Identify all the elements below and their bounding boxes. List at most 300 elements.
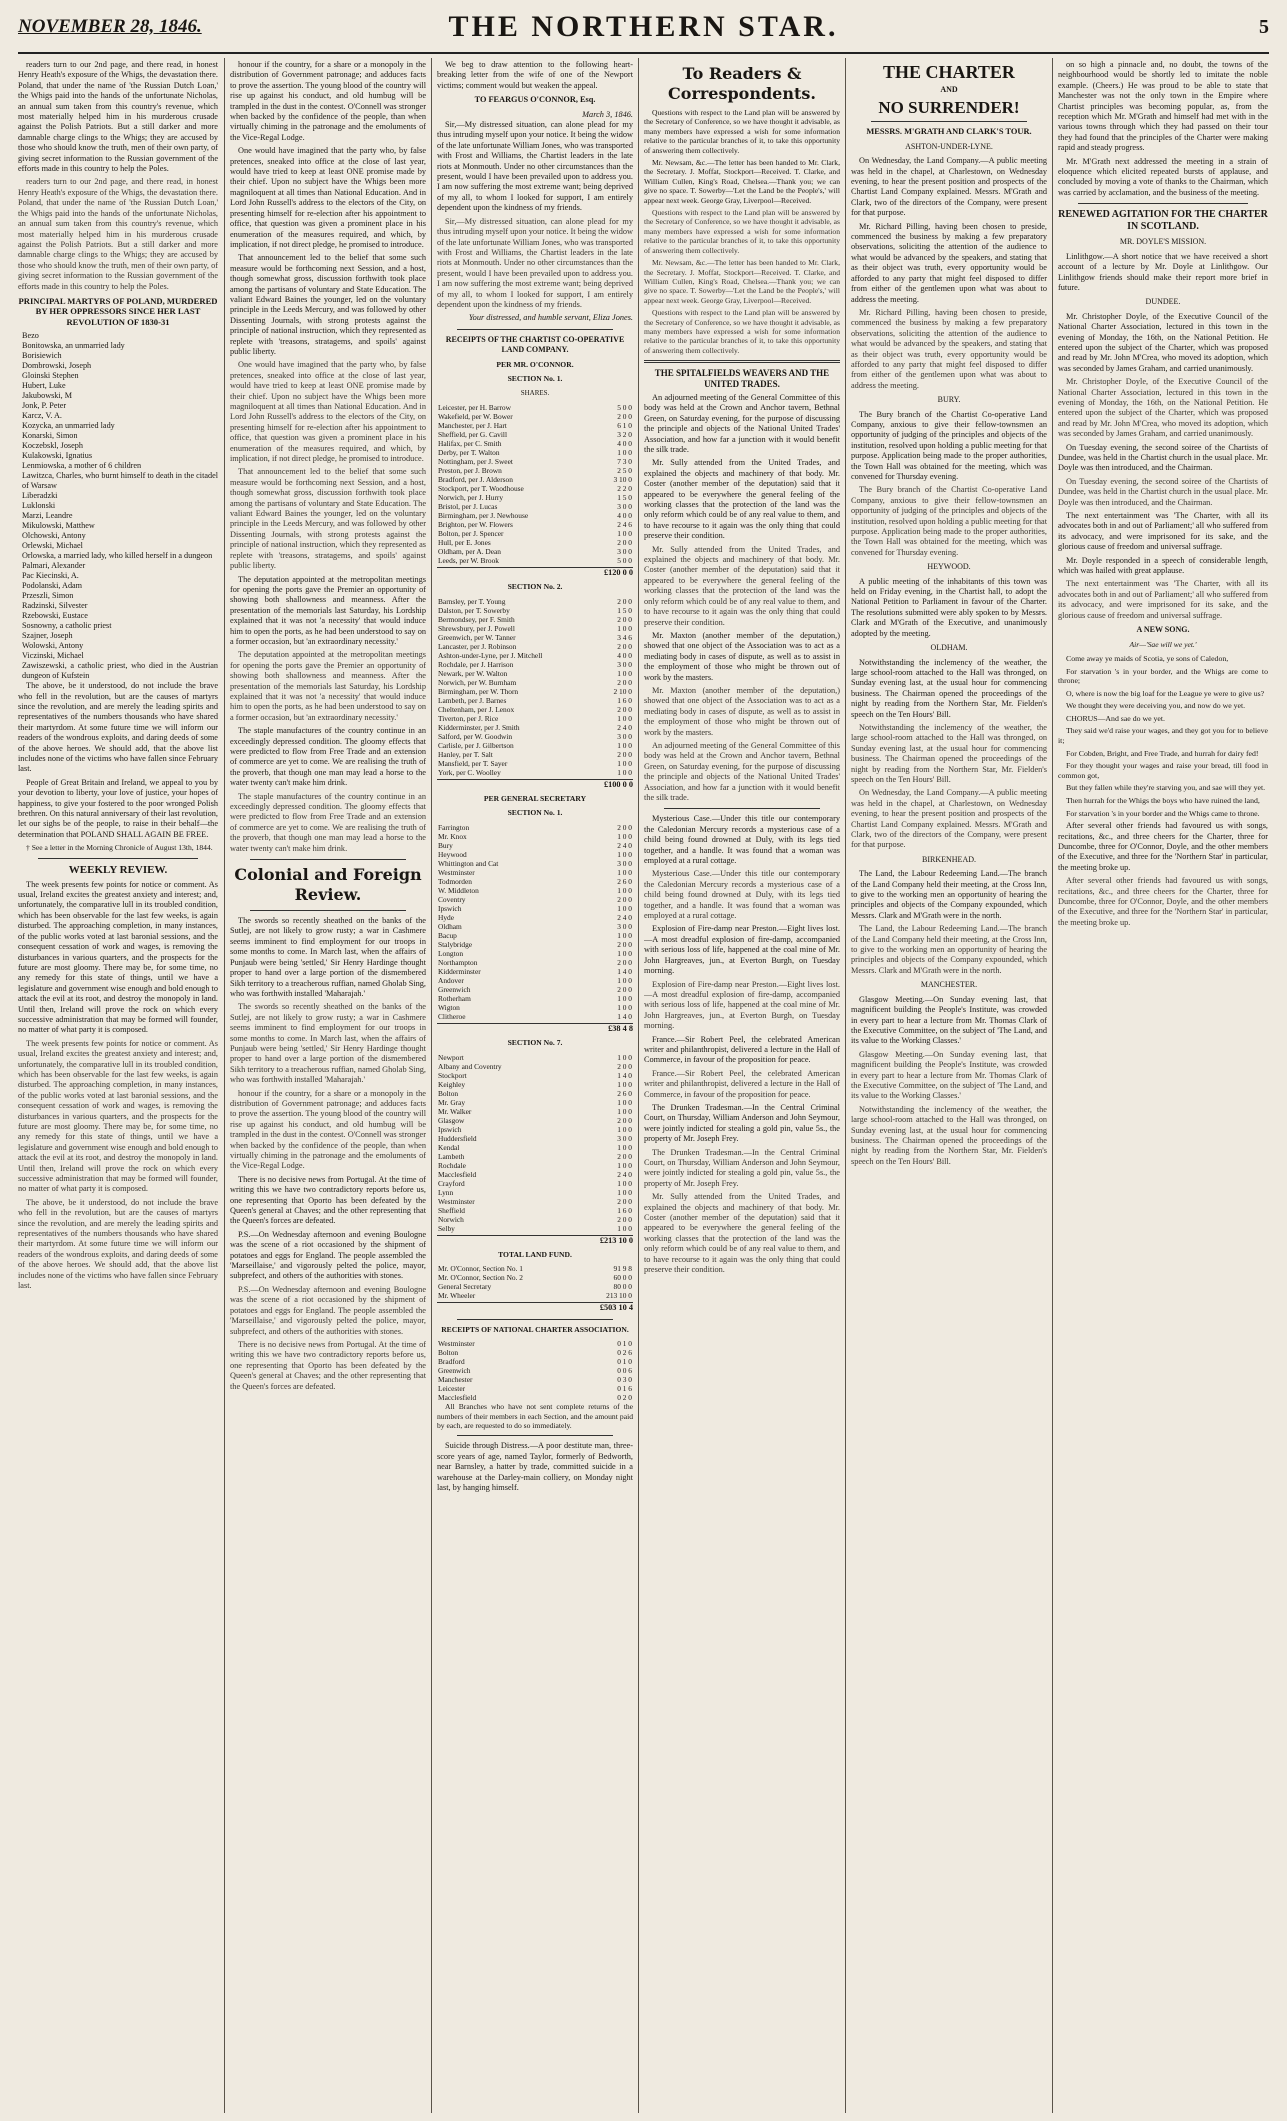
martyr-name: Liberadzki	[22, 491, 58, 501]
article-paragraph: Mr. Maxton (another member of the deputation,) showed that one object of the Association was to act as a mediating body in cases of dispute, as well as to assist in the employment of those who might be thrown out of work by the masters.	[644, 685, 840, 737]
section-heading: RECEIPTS OF NATIONAL CHARTER ASSOCIATION.	[441, 1324, 629, 1334]
song-line: O, where is now the big loaf for the League ye were to give us?	[1066, 688, 1265, 698]
article-paragraph: Mr. Richard Pilling, having been chosen to preside, commenced the business by making a few preparatory observations, soliciting the attention of the audience to what would be advanced by the speakers, and stating that as their object was truth, every opportunity would be afforded to any party that might feel disposed to differ from either of the gentlemen upon what was about to address the meeting.	[851, 221, 1047, 304]
article-paragraph: Mr. M'Grath next addressed the meeting in a strain of eloquence which elicited repeated bursts of applause, and concluded by moving a vote of thanks to the Chairman, which was carried by acclamation, and the business of the meeting.	[1058, 156, 1268, 197]
article-paragraph: The next entertainment was 'The Charter, with all its advocates both in and out of Parliament;' all who suffered from its advocacy, and were imprisoned for its sake, and the glorious cause of freedom and universal suffrage.	[1058, 511, 1268, 552]
row-amount: 1 5 0	[617, 492, 632, 502]
row-amount: 2 6 0	[617, 1088, 632, 1098]
receipt-row	[437, 1062, 633, 1071]
row-amount: 2 0 0	[617, 596, 632, 606]
article-paragraph: The week presents few points for notice or comment. As usual, Ireland excites the greatest anxiety and interest; and, unfortunately, the comparative lull in its troubled condition, which has been observable for the last few weeks, is again disturbed. The approaching completion, in many instances, of the public works voted at last baronial sessions, and the consequent cessation of work and wages, is removing the disturbances in various quarters, and the prospects for the future are most gloomy. There may be, for some time, no any remedy for this state of things, until we have a legislature and government wise enough and bold enough to attack the evil at its root, and destroy the monopoly in land. Until then, Ireland will prove the rock on which every successive administration that may be formed will founder, no matter of what party it is composed.	[18, 1038, 218, 1194]
receipt-row	[437, 922, 633, 931]
receipt-row	[437, 669, 633, 678]
martyr-name: Radzinski, Silvester	[22, 601, 88, 611]
row-label: Rochdale, per J. Harrison	[438, 659, 514, 669]
receipt-row	[437, 421, 633, 430]
martyr-name: Bezo	[22, 331, 39, 341]
row-label: Lambeth	[438, 1151, 465, 1161]
receipts-total: £100 0 0	[437, 779, 633, 790]
article-paragraph: Linlithgow.—A short notice that we have received a short account of a lecture by Mr. Doyle at Linlithgow. Our Linlithgow friends should make their report more brief in future.	[1058, 251, 1268, 292]
column-5	[851, 60, 1047, 2110]
row-label: Rotherham	[438, 993, 471, 1003]
row-label: Whittington and Cat	[438, 858, 499, 868]
section-heading: PER GENERAL SECRETARY	[483, 794, 587, 803]
row-label: Bolton	[438, 1348, 459, 1358]
row-label: Albany and Coventry	[438, 1061, 502, 1071]
row-label: Westminster	[438, 1339, 475, 1349]
row-label: Todmorden	[438, 876, 472, 886]
letter-heading: TO FEARGUS O'CONNOR, Esq.	[474, 95, 596, 105]
martyrs-list	[18, 331, 218, 681]
article-paragraph: The deputation appointed at the metropolitan meetings for opening the ports gave the Premier an opportunity of showing both shallowness and meanness. After the presentation of the memorials last Saturday, his Lordship explained that it was not 'a necessity' that would induce him to open the ports, as he had been understood to say on a former occasion, but 'an extraordinary necessity.'	[230, 650, 426, 722]
article-paragraph: Notwithstanding the inclemency of the weather, the large school-room attached to the Hall was thronged, on Sunday evening last, at the usual hour for commencing business. The Chairman opened the proceedings of the night by reading from the Northern Star, Mr. Fielden's speech on the Ten Hours' Bill.	[851, 657, 1047, 719]
article-paragraph: The Drunken Tradesman.—In the Central Criminal Court, on Thursday, William Anderson and John Seymour, were jointly indicted for stealing a gold pin, value 5s., the property of Mr. Joseph Frey.	[644, 1147, 840, 1188]
martyr-name: Szajner, Joseph	[22, 631, 73, 641]
receipt-row	[437, 714, 633, 723]
article-paragraph: honour if the country, for a share or a monopoly in the distribution of Government patronage; and adduces facts to prove the assertion. The young blood of the country will rise up against his conduct, and old humbug will be trampled in the dust in the contest. O'Connell was stronger when backed by the confidence of the people, than when virtually chiming in the patronage and the emoluments of the Vice-Regal Lodge.	[230, 1088, 426, 1171]
article-paragraph: That announcement led to the belief that some such measure would be forthcoming next Session, and a host, though somewhat gross, discussion forthwith took place among the partisans of voluntary and State Education. The valiant Edward Baines the younger, led on the voluntary principle in the Leeds Mercury, and was followed by other Dissenting Journals, with strong protests against the principle of national instruction, which they represented as replete with 'treasons, stratagems, and spoils' against public liberty.	[230, 467, 426, 571]
article-paragraph: After several other friends had favoured us with songs, recitations, &c., and three cheers for the Charter, three for Duncombe, three for O'Connor, Doyle, and the other members of the Executive, and three for the 'Northern Star' in particular, the meeting broke up.	[1058, 821, 1268, 872]
song-line: We thought they were deceiving you, and now do we yet.	[1066, 701, 1246, 711]
article-paragraph: France.—Sir Robert Peel, the celebrated American writer and philanthropist, delivered a lecture in the Hall of Commerce, in favour of the proposition for peace.	[644, 1068, 840, 1099]
row-amount: 2 4 0	[617, 912, 632, 922]
row-amount: 0 1 0	[617, 1339, 632, 1349]
article-paragraph: An adjourned meeting of the General Committee of this body was held at the Crown and Anchor tavern, Bethnal Green, on Saturday evening, for the purpose of discussing the principle and objects of the National United Trades' Association, and how far a junction with it would benefit the silk trade.	[644, 392, 840, 454]
row-amount: 2 0 0	[617, 984, 632, 994]
row-amount: 2 0 0	[617, 641, 632, 651]
row-label: Hanley, per T. Salt	[438, 749, 493, 759]
article-paragraph: Notwithstanding the inclemency of the weather, the large school-room attached to the Hall was thronged, on Sunday evening last, at the usual hour for commencing business. The Chairman opened the proceedings of the night by reading from the Northern Star, Mr. Fielden's speech on the Ten Hours' Bill.	[851, 1104, 1047, 1166]
martyr-name: Olchowski, Antony	[22, 531, 86, 541]
association-row	[437, 1393, 633, 1402]
row-amount: 6 1 0	[617, 420, 632, 430]
article-paragraph: On Wednesday, the Land Company.—A public meeting was held in the chapel, at Charlestown, on Wednesday evening, to hear the present position and prospects of the Chartist Land Company explained. Messrs. M'Grath and Clark, two of the directors of the Company, were present for that purpose.	[851, 156, 1047, 218]
article-paragraph: Questions with respect to the Land plan will be answered by the Secretary of Conference, so we have thought it advisable, as many members have expressed a wish for some information relative to the particular branches of it, to take this opportunity of answering them collectively.	[644, 108, 840, 155]
correspondents-heading: To Readers & Correspondents.	[668, 64, 816, 103]
article-paragraph: Mr. Sully attended from the United Trades, and explained the objects and machinery of that body. Mr. Coster (another member of the deputation) said that it appeared to be everywhere the general feeling of the working classes that the protection of the land was the only reform which could be of any real value to them, and to have recourse to it again was the only thing that could preserve their condition.	[644, 544, 840, 627]
row-label: General Secretary	[438, 1282, 492, 1292]
row-amount: 91 9 8	[613, 1264, 632, 1274]
land-fund-row	[437, 1264, 633, 1273]
receipt-row	[437, 859, 633, 868]
martyr-name: Gloinski Stephen	[22, 371, 79, 381]
header-rule	[18, 52, 1269, 54]
association-row	[437, 1348, 633, 1357]
row-label: Stalybridge	[438, 939, 473, 949]
row-amount: 3 2 0	[617, 429, 632, 439]
row-label: Shrewsbury, per J. Powell	[438, 623, 515, 633]
row-label: Dalston, per T. Sowerby	[438, 605, 510, 615]
receipt-row	[437, 1089, 633, 1098]
row-label: Bristol, per J. Lucas	[438, 501, 498, 511]
row-label: Greenwich, per W. Tanner	[438, 632, 516, 642]
article-paragraph: Mr. Sully attended from the United Trades, and explained the objects and machinery of that body. Mr. Coster (another member of the deputation) said that it appeared to be everywhere the general feeling of the working classes that the protection of the land was the only reform which could be of any real value to them, and to have recourse to it again was the only thing that could preserve their condition.	[644, 1192, 840, 1275]
row-amount: 2 10 0	[613, 686, 632, 696]
row-label: Stockport	[438, 1070, 467, 1080]
article-paragraph: The deputation appointed at the metropolitan meetings for opening the ports gave the Premier an opportunity of showing both shallowness and meanness. After the presentation of the memorials last Saturday, his Lordship explained that it was not 'a necessity' that would induce him to open the ports, as he had been understood to say on a former occasion, but 'an extraordinary necessity.'	[230, 574, 426, 646]
land-fund-total: £503 10 4	[437, 1302, 633, 1313]
row-amount: 1 0 0	[617, 1223, 632, 1233]
row-amount: 1 0 0	[617, 1079, 632, 1089]
row-label: Northampton	[438, 957, 478, 967]
row-label: Oldham, per A. Dean	[438, 546, 502, 556]
receipt-row	[437, 949, 633, 958]
receipt-row	[437, 430, 633, 439]
row-amount: 2 0 0	[617, 411, 632, 421]
no-surrender-heading: NO SURRENDER!	[878, 98, 1020, 118]
receipt-row	[437, 1170, 633, 1179]
letter-body: Sir,—My distressed situation, can alone plead for my thus intruding myself upon your notice. It being the widow of the late unfortunate William Jones, who was transported with Frost and Williams, the Chartist leaders in the late riots at Monmouth. Under no other circumstances than the present, would I have been prevailed upon to address you. I am now suffering the most extreme want; being deprived of my all, to whom I looked for support, I am entirely dependent upon the kindness of my friends.	[437, 216, 633, 309]
article-paragraph: The week presents few points for notice or comment. As usual, Ireland excites the greatest anxiety and interest; and, unfortunately, the comparative lull in its troubled condition, which has been observable for the last few weeks, is again disturbed. The approaching completion, in many instances, of the public works voted at last baronial sessions, and the consequent cessation of work and wages, is removing the disturbances in various quarters, and the prospects for the future are most gloomy. There may be, for some time, no any remedy for this state of things, until we have a legislature and government wise enough and bold enough to attack the evil at its root, and destroy the monopoly in land. Until then, Ireland will prove the rock on which every successive administration that may be formed will founder, no matter of what party it is composed.	[18, 879, 218, 1035]
row-label: Norwich, per J. Hurry	[438, 492, 504, 502]
article-paragraph: Glasgow Meeting.—On Sunday evening last, that magnificent building the People's Institute, was crowded in every part to hear a lecture from Mr. Thomas Clark of the Executive Committee, on the subject of 'The Land, and its value to the Working Classes.'	[851, 994, 1047, 1046]
row-amount: 3 0 0	[617, 921, 632, 931]
song-title: A NEW SONG.	[1136, 625, 1190, 635]
receipt-row	[437, 1188, 633, 1197]
receipt-row	[437, 1215, 633, 1224]
row-amount: 1 0 0	[617, 975, 632, 985]
receipt-row	[437, 1179, 633, 1188]
martyr-name: Pac Kiecinski, A.	[22, 571, 79, 581]
song-line: Come away ye maids of Scotia, ye sons of Caledon,	[1066, 653, 1229, 663]
row-label: Mr. Gray	[438, 1097, 466, 1107]
scotland-heading: RENEWED AGITATION FOR THE CHARTER IN SCOTLAND.	[1058, 209, 1268, 233]
row-amount: 1 0 0	[617, 1124, 632, 1134]
section-rule	[250, 910, 406, 911]
row-amount: 2 2 0	[617, 483, 632, 493]
row-amount: 1 0 0	[617, 740, 632, 750]
row-label: Kidderminster, per J. Smith	[438, 722, 520, 732]
receipt-row	[437, 967, 633, 976]
article-paragraph: An adjourned meeting of the General Committee of this body was held at the Crown and Anchor tavern, Bethnal Green, on Saturday evening, for the purpose of discussing the principle and objects of the National United Trades' Association, and how far a junction with it would benefit the silk trade.	[644, 740, 840, 802]
article-paragraph: Explosion of Fire-damp near Preston.—Eight lives lost.—A most dreadful explosion of fire-damp, accompanied with serious loss of life, happened at the coal mine of Mr. John Hargreaves, jun., at Everton Burgh, on Tuesday morning.	[644, 924, 840, 976]
receipt-row	[437, 687, 633, 696]
martyr-name: Przeszli, Simon	[22, 591, 74, 601]
row-amount: 1 0 0	[617, 528, 632, 538]
row-label: Hull, per E. Jones	[438, 537, 491, 547]
row-label: Mr. Walker	[438, 1106, 472, 1116]
receipt-row	[437, 750, 633, 759]
row-amount: 2 5 0	[617, 465, 632, 475]
association-table	[437, 1339, 633, 1402]
article-paragraph: One would have imagined that the party who, by false pretences, sneaked into office at the close of last year, would have tried to keep at least ONE promise made by their chief. Upon no subject have the Whigs been more magniloquent at all times than National Education. And in Lord John Russell's address to the electors of the City, on presenting himself for re-election after his appointment to office, that question was given a prominent place in his enumeration of the measures required, and which, by implication, if not direct pledge, he promised to introduce.	[230, 146, 426, 249]
issue-date: NOVEMBER 28, 1846.	[18, 16, 202, 37]
row-amount: 1 0 0	[617, 668, 632, 678]
row-label: Huddersfield	[438, 1133, 477, 1143]
song-line: They said we'd raise your wages, and they got you for to believe it;	[1058, 726, 1268, 746]
song-air: Air—'Sae will we yet.'	[1129, 639, 1197, 649]
association-row	[437, 1357, 633, 1366]
section-rule	[457, 1435, 613, 1436]
row-label: Westminster	[438, 1196, 475, 1206]
place-heading: BURY.	[937, 395, 961, 405]
row-amount: 1 6 0	[617, 1205, 632, 1215]
row-amount: 0 2 6	[617, 1348, 632, 1358]
charter-heading: THE CHARTER	[883, 62, 1015, 82]
receipt-row	[437, 642, 633, 651]
column-divider	[1052, 58, 1053, 2113]
row-label: Greenwich	[438, 984, 471, 994]
row-amount: 2 0 0	[617, 749, 632, 759]
article-paragraph: On Tuesday evening, the second soiree of the Chartists of Dundee, was held in the Chartist church in the usual place. Mr. Doyle was then introduced, and the Chairman.	[1058, 442, 1268, 473]
article-paragraph: P.S.—On Wednesday afternoon and evening Boulogne was the scene of a riot occasioned by the shipment of potatoes and eggs for England. The people assembled the 'Marseillaise,' and vigorously pelted the police, mayor, subprefect, and others of the authorities with stones.	[230, 1229, 426, 1281]
column-2	[230, 60, 426, 2110]
row-amount: 1 6 0	[617, 695, 632, 705]
receipts-total: £38 4 8	[437, 1023, 633, 1034]
receipt-row	[437, 403, 633, 412]
row-label: Selby	[438, 1223, 455, 1233]
article-paragraph: One would have imagined that the party who, by false pretences, sneaked into office at the close of last year, would have tried to keep at least ONE promise made by their chief. Upon no subject have the Whigs been more magniloquent at all times than National Education. And in Lord John Russell's address to the electors of the City, on presenting himself for re-election after his appointment to office, that question was given a prominent place in his enumeration of the measures required, and which, by implication, if not direct pledge, he promised to introduce.	[230, 360, 426, 464]
article-paragraph: The swords so recently sheathed on the banks of the Sutlej, are not likely to grow rusty; a war in Cashmere seems imminent to find employment for our troops in some months to come. In March last, when the affairs of Punjaub were being 'settled,' Sir Henry Hardinge thought proper to hand over a large portion of the dismembered Sikh territory to a treacherous ruffian, named Gholab Sing, who was forthwith installed 'Maharajah.'	[230, 916, 426, 998]
row-label: Norwich	[438, 1214, 464, 1224]
row-label: Kendal	[438, 1142, 460, 1152]
song-line: CHORUS—And sae do we yet.	[1066, 713, 1165, 723]
receipt-row	[437, 759, 633, 768]
receipt-row	[437, 850, 633, 859]
row-label: Salford, per W. Goodwin	[438, 731, 513, 741]
place-heading: BIRKENHEAD.	[922, 854, 976, 864]
article-paragraph: honour if the country, for a share or a monopoly in the distribution of Government patronage; and adduces facts to prove the assertion. The young blood of the country will rise up against his conduct, and old humbug will be trampled in the dust in the contest. O'Connell was stronger when backed by the confidence of the people, than when virtually chiming in the patronage and the emoluments of the Vice-Regal Lodge.	[230, 60, 426, 142]
row-amount: 0 1 0	[617, 1357, 632, 1367]
martyrs-heading: PRINCIPAL MARTYRS OF POLAND, MURDERED BY HER OPPRESSORS SINCE HER LAST REVOLUTION OF 1830-31	[18, 295, 218, 327]
section-rule	[457, 329, 613, 330]
row-label: Nottingham, per J. Sweet	[438, 456, 513, 466]
row-label: Bradford	[438, 1357, 465, 1367]
receipt-row	[437, 868, 633, 877]
article-paragraph: Mysterious Case.—Under this title our contemporary the Caledonian Mercury records a mysterious case of a child being found drowned at Duly, with its legs tied together, and a handle. It was found that a woman was employed at a rural cottage.	[644, 869, 840, 921]
receipt-row	[437, 768, 633, 777]
article-paragraph: Mr. Doyle responded in a speech of considerable length, which was hailed with great applause.	[1058, 555, 1268, 576]
martyr-name: Zawiszewski, a catholic priest, who died in the Austrian dungeon of Kufstein	[22, 661, 218, 681]
row-label: Sheffield	[438, 1205, 465, 1215]
column-4	[644, 60, 840, 2110]
martyr-name: Dombrowski, Joseph	[22, 361, 92, 371]
association-row	[437, 1384, 633, 1393]
song-line: For starvation 's in your border and the Whigs came to throne.	[1066, 808, 1260, 818]
receipt-row	[437, 940, 633, 949]
row-label: Glasgow	[438, 1115, 465, 1125]
receipts-table	[437, 597, 633, 777]
row-label: Leicester, per H. Barrow	[438, 402, 511, 412]
martyr-name: Hubert, Luke	[22, 381, 66, 391]
receipt-row	[437, 466, 633, 475]
receipt-row	[437, 502, 633, 511]
association-row	[437, 1375, 633, 1384]
row-label: Bradford, per J. Alderson	[438, 474, 513, 484]
letter-body: Sir,—My distressed situation, can alone plead for my thus intruding myself upon your notice. It being the widow of the late unfortunate William Jones, who was transported with Frost and Williams, the Chartist leaders in the late riots at Monmouth. Under no other circumstances than the present, would I have been prevailed upon to address you. I am now suffering the most extreme want; being deprived of my all, to whom I looked for support, I am entirely dependent upon the kindness of my friends.	[437, 120, 633, 213]
letter-signature: Your distressed, and humble servant, Eliza Jones.	[468, 313, 633, 323]
row-label: Bolton	[438, 1088, 459, 1098]
song-line: But they fallen while they're starving you, and sae will they yet.	[1066, 783, 1266, 793]
row-amount: 3 0 0	[617, 501, 632, 511]
row-amount: 5 0 0	[617, 402, 632, 412]
charter-and: AND	[940, 85, 958, 94]
land-fund-row	[437, 1273, 633, 1282]
receipt-row	[437, 841, 633, 850]
article-paragraph: The swords so recently sheathed on the banks of the Sutlej, are not likely to grow rusty; a war in Cashmere seems imminent to find employment for our troops in some months to come. In March last, when the affairs of Punjaub were being 'settled,' Sir Henry Hardinge thought proper to hand over a large portion of the dismembered Sikh territory to a treacherous ruffian, named Gholab Sing, who was forthwith installed 'Maharajah.'	[230, 1002, 426, 1085]
article-paragraph: readers turn to our 2nd page, and there read, in honest Henry Heath's exposure of the Whigs, the devastation there. Poland, that under the name of 'the Russian Dutch Loan,' the Whigs paid into the hands of the unfortunate Nicholas, an annual sum taken from this country's revenue, which most materially helped him in his murderous crusade against the Polish Patriots. But a still darker and more damnable charge clings to the Whigs; they are accused by those who should know the truth, men of their own party, of giving secret information to the Russian government of the efforts made in this country to help the Poles.	[18, 60, 218, 174]
receipt-row	[437, 1003, 633, 1012]
row-amount: 2 0 0	[617, 1061, 632, 1071]
receipt-row	[437, 651, 633, 660]
receipt-row	[437, 877, 633, 886]
row-amount: 3 10 0	[613, 474, 632, 484]
article-paragraph: on so high a pinnacle and, no doubt, the towns of the neighbourhood would be shortly led to imitate the noble example. (Cheers.) He was proud to be able to state that Manchester was not the only town in the Empire where Chartist principles was becoming popular, as, from the reception which Mr. M'Grath and himself had met with in the various towns through which they had passed on their tour they had found that the principles of the Charter were making rapid and steady progress.	[1058, 60, 1268, 153]
row-label: Clitheroe	[438, 1011, 466, 1021]
song-line: For Cobden, Bright, and Free Trade, and hurrah for dairy fed!	[1066, 748, 1259, 758]
newspaper-title: THE NORTHERN STAR.	[448, 10, 839, 43]
row-amount: 1 0 0	[617, 758, 632, 768]
row-amount: 2 0 0	[617, 939, 632, 949]
article-paragraph: That announcement led to the belief that some such measure would be forthcoming next Session, and a host, though somewhat gross, discussion forthwith took place among the partisans of voluntary and State Education. The valiant Edward Baines the younger, led on the voluntary principle in the Leeds Mercury, and was followed by other Dissenting Journals, with strong protests against the principle of national instruction, which they represented as replete with 'treasons, stratagems, and spoils' against public liberty.	[230, 253, 426, 356]
section-heading: TOTAL LAND FUND.	[498, 1250, 572, 1260]
row-label: Coventry	[438, 894, 466, 904]
article-paragraph: The Drunken Tradesman.—In the Central Criminal Court, on Thursday, William Anderson and John Seymour, were jointly indicted for stealing a gold pin, value 5s., the property of Mr. Joseph Frey.	[644, 1102, 840, 1144]
weekly-review-heading: WEEKLY REVIEW.	[68, 863, 168, 876]
page-header	[18, 10, 1269, 54]
row-label: Brighton, per W. Flowers	[438, 519, 513, 529]
receipt-row	[437, 994, 633, 1003]
article-paragraph: Mr. Sully attended from the United Trades, and explained the objects and machinery of that body. Mr. Coster (another member of the deputation) said that it appeared to be everywhere the general feeling of the working classes that the protection of the land was the only reform which could be of any real value to them, and to have recourse to it again was the only thing that could preserve their condition.	[644, 458, 840, 541]
section-rule	[250, 859, 406, 860]
receipt-row	[437, 904, 633, 913]
martyr-name: Lawitzca, Charles, who burnt himself to death in the citadel of Warsaw	[22, 471, 218, 491]
receipt-row	[437, 597, 633, 606]
receipt-row	[437, 732, 633, 741]
row-label: Bacup	[438, 930, 457, 940]
row-amount: 2 0 0	[617, 1214, 632, 1224]
row-amount: 213 10 0	[606, 1291, 632, 1301]
receipt-row	[437, 1134, 633, 1143]
row-label: Carlisle, per J. Gilbertson	[438, 740, 514, 750]
row-amount: 5 0 0	[617, 555, 632, 565]
column-divider	[845, 58, 846, 2113]
article-paragraph: On Wednesday, the Land Company.—A public meeting was held in the chapel, at Charlestown, on Wednesday evening, to hear the present position and prospects of the Chartist Land Company explained. Messrs. M'Grath and Clark, two of the directors of the Company, were present for that purpose.	[851, 788, 1047, 850]
row-amount: 2 0 0	[617, 957, 632, 967]
row-amount: 1 4 0	[617, 1011, 632, 1021]
martyr-name: Lenmiowska, a mother of 6 children	[22, 461, 142, 471]
row-amount: 1 0 0	[617, 1002, 632, 1012]
song-line: For starvation 's in your border, and the Whigs are come to throne;	[1058, 666, 1268, 686]
row-amount: 2 0 0	[617, 822, 632, 832]
martyr-name: Marzi, Leandre	[22, 511, 73, 521]
row-label: Manchester, per J. Hart	[438, 420, 507, 430]
martyr-name: Orlowska, a married lady, who killed herself in a dungeon	[22, 551, 213, 561]
receipt-row	[437, 985, 633, 994]
row-label: Lambeth, per J. Barnes	[438, 695, 507, 705]
article-paragraph: Suicide through Distress.—A poor destitute man, three-score years of age, named Taylor, formerly of Bedworth, near Barnsley, a hatter by trade, committed suicide in a warehouse at the Darley-main colliery, on Monday night last, by hanging himself.	[437, 1441, 633, 1493]
article-paragraph: The Land, the Labour Redeeming Land.—The branch of the Land Company held their meeting, at the Cross Inn, to give to the working men an opportunity of hearing the principles and objects of the Company expounded, which Messrs. Clark and M'Grath were in the north.	[851, 924, 1047, 975]
section-rule	[38, 858, 198, 859]
article-paragraph: readers turn to our 2nd page, and there read, in honest Henry Heath's exposure of the Whigs, the devastation there. Poland, that under the name of 'the Russian Dutch Loan,' the Whigs paid into the hands of the unfortunate Nicholas, an annual sum taken from this country's revenue, which most materially helped him in his murderous crusade against the Polish Patriots. But a still darker and more damnable charge clings to the Whigs; they are accused by those who should know the truth, men of their own party, of giving secret information to the Russian government of the efforts made in this country to help the Poles.	[18, 177, 218, 291]
row-amount: 2 0 0	[617, 704, 632, 714]
article-paragraph: The next entertainment was 'The Charter, with all its advocates both in and out of Parliament;' all who suffered from its advocacy, and were imprisoned for its sake, and the glorious cause of freedom and universal suffrage.	[1058, 579, 1268, 620]
row-amount: 3 0 0	[617, 659, 632, 669]
row-label: Mr. O'Connor, Section No. 2	[438, 1273, 523, 1283]
column-divider	[224, 58, 225, 2113]
row-amount: 2 0 0	[617, 894, 632, 904]
receipt-row	[437, 1053, 633, 1062]
section-rule	[644, 360, 840, 363]
association-row	[437, 1339, 633, 1348]
article-paragraph: After several other friends had favoured us with songs, recitations, &c., and three cheers for the Charter, three for Duncombe, three for O'Connor, Doyle, and the other members of the Executive, and three for the 'Northern Star' in particular, the meeting broke up.	[1058, 876, 1268, 927]
article-paragraph: The staple manufactures of the country continue in an exceedingly depressed condition. The gloomy effects that were predicted to flow from Free Trade and an extension of commerce are yet to come. We are realising the truth of the proverb, that though one man may lead a horse to the water twenty can't make him drink.	[230, 726, 426, 788]
row-amount: 1 0 0	[617, 867, 632, 877]
receipts-per: PER MR. O'CONNOR.	[496, 359, 574, 369]
article-paragraph: Mr. Newsam, &c.—The letter has been handed to Mr. Clark, the Secretary. J. Moffat, Stockport—Received. T. Clarke, and William Cullen, King's Road, Chelsea.—Thank you; we can give no space. T. Sowerby—'Let the Land be the People's,' will appear next week. George Gray, Liverpool—Received.	[644, 158, 840, 205]
row-amount: 1 0 0	[617, 767, 632, 777]
martyr-name: Viczinski, Michael	[22, 651, 84, 661]
row-amount: 4 0 0	[617, 438, 632, 448]
row-label: Derby, per T. Walton	[438, 447, 500, 457]
receipt-row	[437, 678, 633, 687]
martyr-name: Rzebowski, Eustace	[22, 611, 88, 621]
row-label: Westminster	[438, 867, 475, 877]
row-label: Rochdale	[438, 1160, 466, 1170]
receipt-row	[437, 1197, 633, 1206]
martyr-name: Orlewski, Michael	[22, 541, 83, 551]
row-label: Kidderminster	[438, 966, 481, 976]
row-amount: 2 4 0	[617, 840, 632, 850]
receipt-row	[437, 1080, 633, 1089]
article-paragraph: Mr. Christopher Doyle, of the Executive Council of the National Charter Association, lectured in this town in the evening of Monday, the 16th, on the National Petition. He entered upon the subject of the Charter, which was proposed and read by Mr. John M'Crea, who moved its adoption, which was seconded by James Graham, and carried unanimously.	[1058, 377, 1268, 439]
article-paragraph: Mr. Newsam, &c.—The letter has been handed to Mr. Clark, the Secretary. J. Moffat, Stockport—Received. T. Clarke, and William Cullen, King's Road, Chelsea.—Thank you; we can give no space. T. Sowerby—'Let the Land be the People's,' will appear next week. George Gray, Liverpool—Received.	[644, 258, 840, 305]
martyr-name: Konarski, Simon	[22, 431, 78, 441]
receipt-row	[437, 1161, 633, 1170]
receipt-row	[437, 1098, 633, 1107]
martyr-name: Bonitowska, an unmarried lady	[22, 341, 125, 351]
row-amount: 1 0 0	[617, 623, 632, 633]
article-paragraph: Notwithstanding the inclemency of the weather, the large school-room attached to the Hall was thronged, on Sunday evening last, at the usual hour for commencing business. The Chairman opened the proceedings of the night by reading from the Northern Star, Mr. Fielden's speech on the Ten Hours' Bill.	[851, 722, 1047, 784]
column-1	[18, 60, 218, 2110]
martyr-name: Koczebskl, Joseph	[22, 441, 83, 451]
receipts-heading: RECEIPTS OF THE CHARTIST CO-OPERATIVE LAND COMPANY.	[445, 334, 625, 355]
colonial-foreign-heading: Colonial and Foreign Review.	[234, 865, 422, 905]
section-rule	[1078, 203, 1248, 204]
row-amount: 1 0 0	[617, 1160, 632, 1170]
article-paragraph: The Bury branch of the Chartist Co-operative Land Company, anxious to give their fellow-townsmen an opportunity of judging of the principles and objects of the institution, resolved upon holding a public meeting for that purpose. Application being made to the proper authorities, the Town Hall was obtained for the meeting, which was convened for Thursday evening.	[851, 409, 1047, 481]
column-3	[437, 60, 633, 2110]
row-label: Oldham	[438, 921, 462, 931]
place-heading: ASHTON-UNDER-LYNE.	[905, 141, 993, 151]
martyr-name: Karcz, V. A.	[22, 411, 62, 421]
row-amount: 2 6 0	[617, 876, 632, 886]
receipt-row	[437, 457, 633, 466]
row-label: Preston, per J. Brown	[438, 465, 502, 475]
row-label: Wakefield, per W. Bower	[438, 411, 513, 421]
row-label: Norwich, per W. Burnham	[438, 677, 517, 687]
row-label: Lynn	[438, 1187, 454, 1197]
row-label: Ipswich	[438, 1124, 462, 1134]
row-label: Halifax, per C. Smith	[438, 438, 502, 448]
row-amount: 0 0 6	[617, 1366, 632, 1376]
receipts-table	[437, 403, 633, 565]
receipt-row	[437, 511, 633, 520]
section-heading: SECTION No. 2.	[507, 582, 563, 592]
row-label: Mr. Wheeler	[438, 1291, 476, 1301]
article-paragraph: Explosion of Fire-damp near Preston.—Eight lives lost.—A most dreadful explosion of fire-damp, accompanied with serious loss of life, happened at the coal mine of Mr. John Hargreaves, jun., at Everton Burgh, on Tuesday morning.	[644, 979, 840, 1031]
receipt-row	[437, 538, 633, 547]
tour-heading: MESSRS. M'GRATH AND CLARK'S TOUR.	[866, 127, 1032, 137]
receipt-row	[437, 976, 633, 985]
row-amount: 4 0 0	[617, 650, 632, 660]
article-paragraph: Mr. Maxton (another member of the deputation,) showed that one object of the Association was to act as a mediating body in cases of dispute, as well as to assist in the employment of those who might be thrown out of work by the masters.	[644, 630, 840, 682]
row-amount: 1 5 0	[617, 605, 632, 615]
row-label: Tiverton, per J. Rice	[438, 713, 499, 723]
row-label: York, per C. Woolley	[438, 767, 501, 777]
land-fund-table	[437, 1264, 633, 1300]
section-heading: SECTION No. 1.	[507, 808, 563, 818]
